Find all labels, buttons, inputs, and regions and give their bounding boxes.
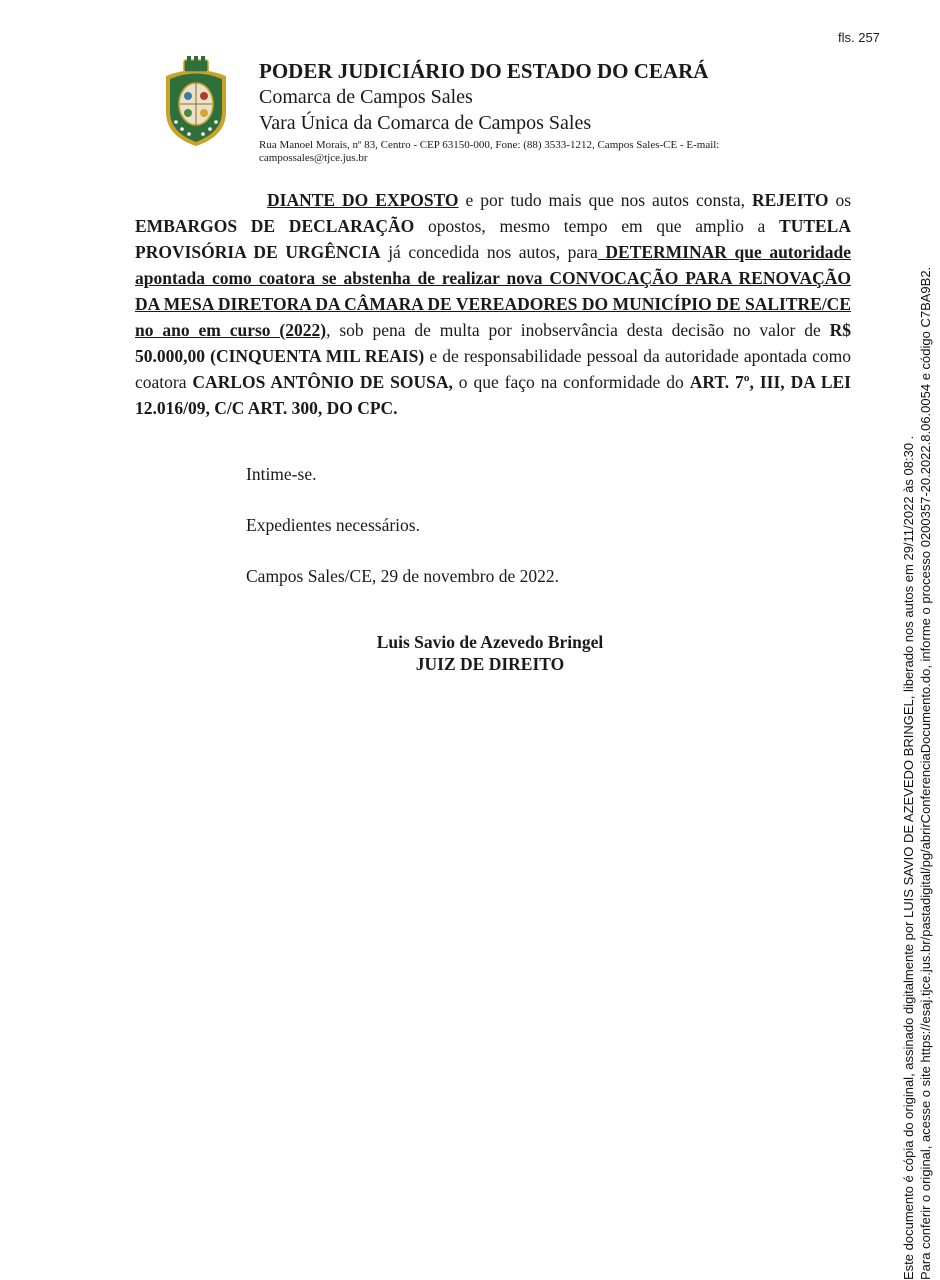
tutela-label: TUTELA PROVISÓRIA DE URGÊNCIA xyxy=(135,216,851,262)
text-span: , sob pena de multa por inobservância desta decisão no valor de xyxy=(326,320,830,340)
comarca-name: Comarca de Campos Sales xyxy=(259,86,473,108)
court-header xyxy=(259,58,819,165)
text-span: opostos, mesmo tempo em que amplio a xyxy=(414,216,780,236)
stamp-line-2: Para conferir o original, acesse o site https://esaj.tjce.jus.br/pastadigital/pg/abrirConferenciaDocumento.do, informe o processo 0200357-20.2022.8.06.0054 e código C7BA9B2. xyxy=(918,266,933,1280)
page-number: fls. 257 xyxy=(838,30,880,45)
digital-signature-stamp xyxy=(900,0,940,1280)
text-span: e de responsabilidade pessoal da autoridade apontada como coatora xyxy=(135,346,851,392)
determination-text: DETERMINAR que autoridade apontada como coatora se abstenha de realizar nova CONVOCAÇÃO PARA RENOVAÇÃO DA MESA DIRETORA DA CÂMARA DE VEREADORES DO MUNICÍPIO DE SALITRE/CE no ano em curso (2022) xyxy=(135,242,851,340)
vara-name: Vara Única da Comarca de Campos Sales xyxy=(259,112,592,134)
expedientes-line: Expedientes necessários. xyxy=(246,515,420,535)
embargos-label: EMBARGOS DE DECLARAÇÃO xyxy=(135,216,415,236)
fine-amount: R$ 50.000,00 (CINQUENTA MIL REAIS) xyxy=(135,320,851,366)
stamp-text xyxy=(900,210,934,1280)
stamp-line-1: Este documento é cópia do original, assinado digitalmente por LUIS SAVIO DE AZEVEDO BRINGEL, liberado nos autos em 29/11/2022 às 08:30 . xyxy=(901,435,916,1280)
intime-line: Intime-se. xyxy=(246,464,317,484)
text-span: o que faço na conformidade do xyxy=(452,372,690,392)
text-span: já concedida nos autos, para xyxy=(380,242,598,262)
court-title: PODER JUDICIÁRIO DO ESTADO DO CEARÁ xyxy=(259,59,709,83)
text-span: e por tudo mais que nos autos consta, xyxy=(458,190,752,210)
ceara-coat-of-arms-icon xyxy=(160,56,232,148)
rejection-verb: REJEITO xyxy=(751,190,829,210)
signature-name: Luis Savio de Azevedo Bringel xyxy=(376,632,604,652)
text-span: os xyxy=(828,190,852,210)
signature-role: JUIZ DE DIREITO xyxy=(415,654,565,674)
authority-name: CARLOS ANTÔNIO DE SOUSA, xyxy=(192,372,453,392)
decision-paragraph xyxy=(135,187,851,421)
decision-intro: DIANTE DO EXPOSTO xyxy=(267,190,459,210)
place-date-line: Campos Sales/CE, 29 de novembro de 2022. xyxy=(246,566,560,586)
court-address: Rua Manoel Morais, nº 83, Centro - CEP 63150-000, Fone: (88) 3533-1212, Campos Sales-CE - E-mail: campossales@tjce.jus.br xyxy=(259,139,720,164)
legal-basis: ART. 7º, III, DA LEI 12.016/09, C/C ART. 300, DO CPC. xyxy=(135,372,851,418)
